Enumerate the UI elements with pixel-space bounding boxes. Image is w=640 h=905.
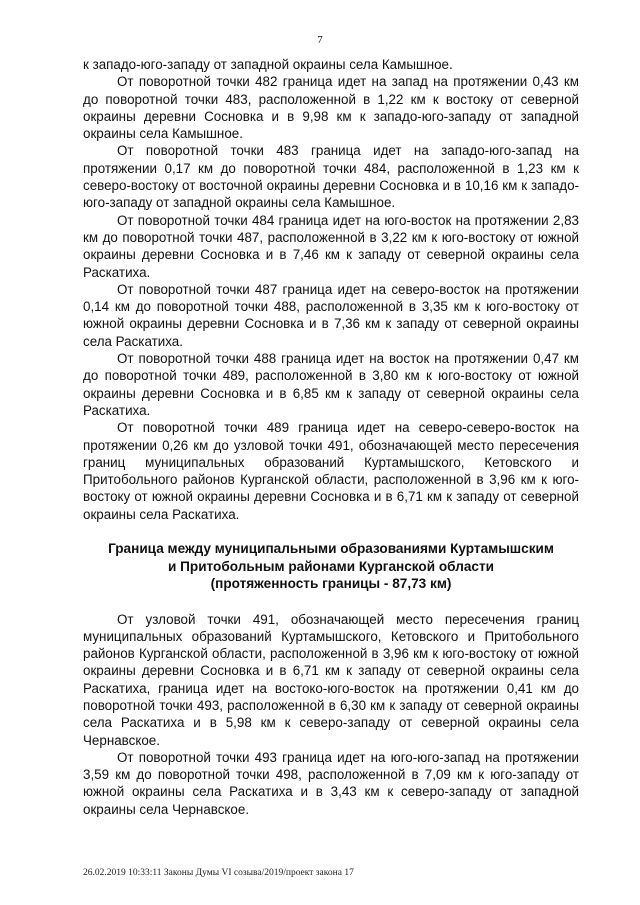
paragraph: От узловой точки 491, обозначающей место пересечения границ муниципальных образований Куртамышского, Кетовского и Притобольного районов Курганской области, расположенной в 3,96 км к юго-востоку от южной окраины деревни Сосновка и в 6,71 км к западу от северной окраины села Раскатиха, граница идет на востоко-юго-восток на протяжении 0,41 км до поворотной точки 493, расположенной в 6,30 км к западу от северной окраины села Раскатиха и в 5,98 км к северо-западу от северной окраины села Чернавское. — [83, 611, 579, 748]
paragraph: От поворотной точки 493 граница идет на юго-юго-запад на протяжении 3,59 км до поворотной точки 498, расположенной в 7,09 км к юго-западу от южной окраины села Раскатиха и в 3,43 км к северо-западу от западной окраины села Чернавское. — [83, 749, 579, 817]
section-title — [83, 540, 579, 593]
paragraph: От поворотной точки 489 граница идет на северо-северо-восток на протяжении 0,26 км до узловой точки 491, обозначающей место пересечения границ муниципальных образований Куртамышского, Кетовского и Притобольного районов Курганской области, расположенной в 3,96 км к юго-востоку от южной окраины деревни Сосновка и в 6,71 км к западу от северной окраины села Раскатиха. — [83, 420, 579, 522]
footer-file-path: 26.02.2019 10:33:11 Законы Думы VI созыва/2019/проект закона 17 — [83, 868, 354, 878]
paragraph: От поворотной точки 483 граница идет на западо-юго-запад на протяжении 0,17 км до поворотной точки 484, расположенной в 1,23 км к северо-востоку от восточной окраины деревни Сосновка и в 10,16 км к западо-юго-западу от западной окраины села Камышное. — [83, 143, 579, 211]
section-title-length: (протяженность границы - 87,73 км) — [210, 576, 452, 592]
paragraph: От поворотной точки 488 граница идет на восток на протяжении 0,47 км до поворотной точки 489, расположенной в 3,80 км к юго-востоку от южной окраины деревни Сосновка и в 6,85 км к западу от северной окраины села Раскатиха. — [83, 351, 579, 418]
paragraph: к западо-юго-западу от западной окраины села Камышное. — [83, 57, 453, 72]
section-title-line: Граница между муниципальными образованиями Куртамышским — [108, 541, 554, 557]
section-title-line: и Притобольным районами Курганской области — [167, 558, 494, 574]
page-number: 7 — [317, 34, 323, 46]
document-body — [83, 56, 579, 818]
paragraph: От поворотной точки 482 граница идет на запад на протяжении 0,43 км до поворотной точки 483, расположенной в 1,22 км к востоку от северной окраины деревни Сосновка и в 9,98 км к западо-юго-западу от западной окраины села Камышное. — [83, 74, 579, 142]
paragraph: От поворотной точки 484 граница идет на юго-восток на протяжении 2,83 км до поворотной точки 487, расположенной в 3,22 км к юго-востоку от южной окраины деревни Сосновка и в 7,46 км к западу от северной окраины села Раскатиха. — [83, 212, 579, 280]
paragraph: От поворотной точки 487 граница идет на северо-восток на протяжении 0,14 км до поворотной точки 488, расположенной в 3,35 км к юго-востоку от южной окраины деревни Сосновка и в 7,36 км к западу от северной окраины села Раскатиха. — [83, 281, 579, 349]
